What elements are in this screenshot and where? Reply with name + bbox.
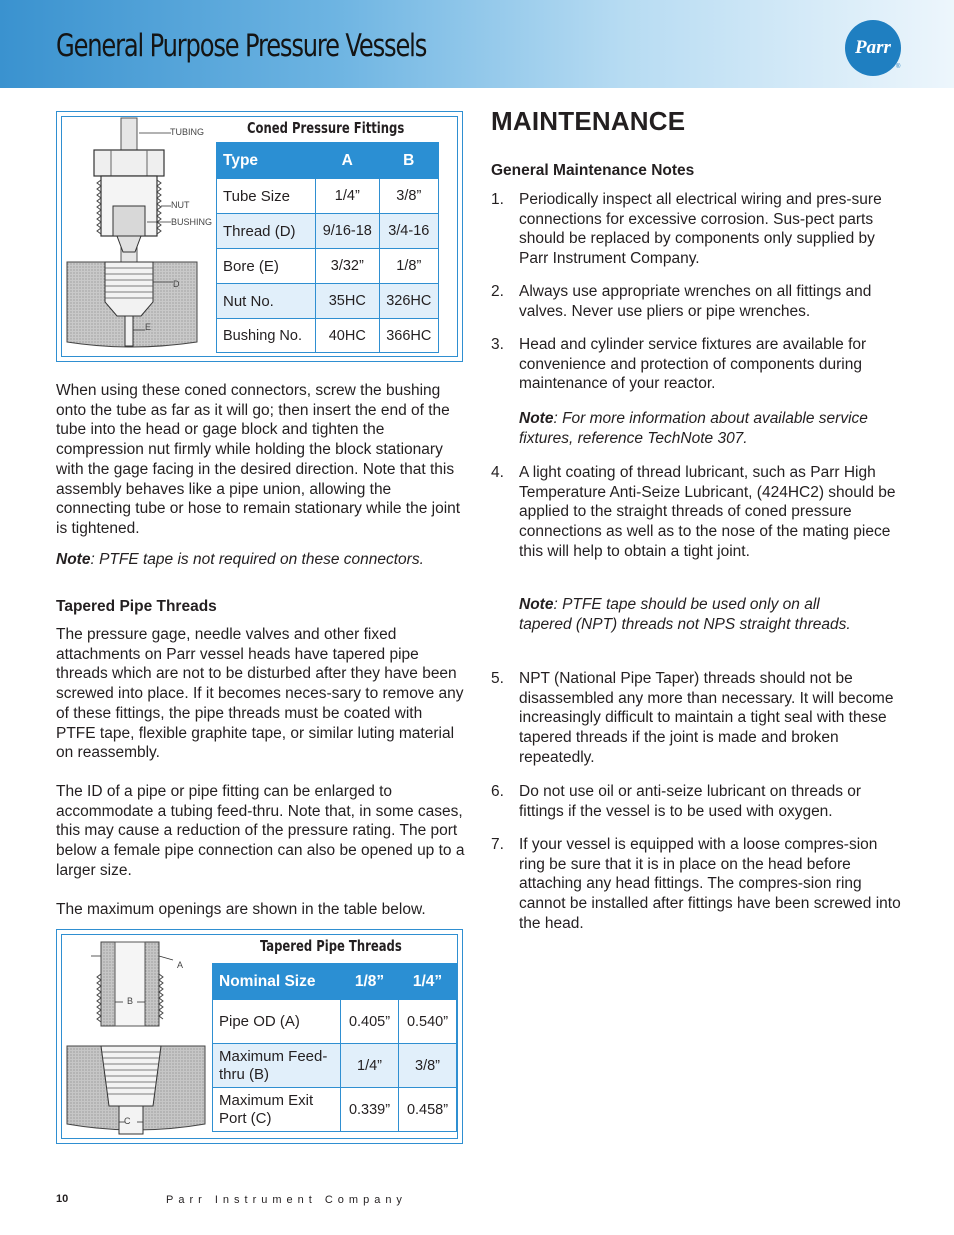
header-band xyxy=(0,0,954,88)
note-label: Note xyxy=(56,551,91,568)
item-text: Always use appropriate wrenches on all fittings and valves. Never use pliers or pipe wrenches. xyxy=(519,283,872,320)
label-b: B xyxy=(127,996,134,1006)
header-a: A xyxy=(316,143,380,179)
cell-b: 3/8” xyxy=(379,179,438,214)
header-quarter: 1/4” xyxy=(399,964,457,1000)
row-label: Maximum Exit Port (C) xyxy=(213,1088,341,1132)
coned-fittings-table xyxy=(216,142,439,353)
item-number: 4. xyxy=(491,464,504,481)
coned-intro-paragraph: When using these coned connectors, screw the bushing onto the tube as far as it will go; then insert the end of the tube into the head or gage block and tighten the compression nut firmly while holding the block stationary with the gage facing in the desired direction. Note that this assembly behaves like a pipe union, allowing the connecting tube or hose to remain stationary while the joint is tightened. xyxy=(56,382,461,537)
page-number: 10 xyxy=(56,1193,69,1205)
row-label: Tube Size xyxy=(217,179,316,214)
table-row xyxy=(217,319,439,353)
table-row xyxy=(213,1000,457,1044)
table-row xyxy=(213,1088,457,1132)
header-nominal-size: Nominal Size xyxy=(213,964,341,1000)
item-number: 1. xyxy=(491,191,504,208)
footer-company: Parr Instrument Company xyxy=(166,1194,407,1206)
cell-a: 40HC xyxy=(316,319,380,353)
row-label: Nut No. xyxy=(217,284,316,319)
coned-table-caption: Coned Pressure Fittings xyxy=(247,119,405,137)
table-row xyxy=(217,284,439,319)
cell-b: 366HC xyxy=(379,319,438,353)
cell-a: 0.405” xyxy=(341,1000,399,1044)
header-eighth: 1/8” xyxy=(341,964,399,1000)
coned-note xyxy=(56,550,466,570)
cell-b: 0.540” xyxy=(399,1000,457,1044)
item-text: A light coating of thread lubricant, such as Parr High Temperature Anti-Seize Lubricant, (424HC2) should be applied to the straight threads of coned pressure connections as well as to the nose of the mating piece this will help to obtain a tight joint. xyxy=(519,464,896,560)
item-number: 6. xyxy=(491,783,504,800)
exit-port-shape xyxy=(119,1106,143,1134)
header-b: B xyxy=(379,143,438,179)
maintenance-heading: MAINTENANCE xyxy=(491,106,686,136)
maintenance-subheading: General Maintenance Notes xyxy=(491,162,695,179)
cell-a: 3/32” xyxy=(316,249,380,284)
cell-b: 1/8” xyxy=(379,249,438,284)
item-number: 5. xyxy=(491,670,504,687)
note-text: : PTFE tape should be used only on all tapered (NPT) threads not NPS straight threads. xyxy=(519,596,851,633)
table-row xyxy=(217,214,439,249)
bore-shape xyxy=(125,316,133,346)
row-label: Maximum Feed-thru (B) xyxy=(213,1044,341,1088)
table-row xyxy=(217,249,439,284)
cell-b: 3/8” xyxy=(399,1044,457,1088)
item-text: Do not use oil or anti-seize lubricant on threads or fittings if the vessel is to be used with oxygen. xyxy=(519,783,862,820)
tapered-pipe-figure xyxy=(56,929,463,1144)
parr-logo xyxy=(845,20,901,76)
table-header-row xyxy=(217,143,439,179)
nut-hex-shape xyxy=(94,150,164,176)
row-label: Bushing No. xyxy=(217,319,316,353)
item-number: 7. xyxy=(491,836,504,853)
note-text: : For more information about available service fixtures, reference TechNote 307. xyxy=(519,410,868,447)
cell-a: 0.339” xyxy=(341,1088,399,1132)
bushing-shape xyxy=(113,206,145,236)
row-label: Pipe OD (A) xyxy=(213,1000,341,1044)
header-type: Type xyxy=(217,143,316,179)
tapered-paragraph-2: The ID of a pipe or pipe fitting can be enlarged to accommodate a tubing feed-thru. Note that, in some cases, this may cause a reduction of the pressure rating. The port below a female pipe connection can also be opened up to a larger size. xyxy=(56,783,465,879)
ptfe-tape-note xyxy=(519,595,859,634)
cell-a: 9/16-18 xyxy=(316,214,380,249)
label-tubing: TUBING xyxy=(170,127,205,137)
table-row xyxy=(213,1044,457,1088)
page-title: General Purpose Pressure Vessels xyxy=(56,28,427,64)
tapered-threads-heading: Tapered Pipe Threads xyxy=(56,598,217,615)
cell-b: 326HC xyxy=(379,284,438,319)
row-label: Bore (E) xyxy=(217,249,316,284)
cell-b: 3/4-16 xyxy=(379,214,438,249)
tapered-pipe-table xyxy=(212,963,457,1132)
service-fixture-note xyxy=(519,409,899,448)
note-label: Note xyxy=(519,596,554,613)
item-text: NPT (National Pipe Taper) threads should not be disassembled any more than necessary. It will become increasingly difficult to maintain a tight seal with these tapered threads if the joint is made and broken repeatedly. xyxy=(519,670,894,766)
coned-fitting-illustration xyxy=(61,116,221,356)
item-number: 2. xyxy=(491,283,504,300)
tapered-paragraph-1: The pressure gage, needle valves and other fixed attachments on Parr vessel heads have tapered pipe threads which are not to be disturbed after they have been screwed into place. If it becomes neces-sary to remove any of these fittings, the pipe threads must be coated with PTFE tape, flexible graphite tape, or similar luting material on reassembly. xyxy=(56,626,464,762)
label-e: E xyxy=(145,322,152,332)
threaded-port-shape xyxy=(105,262,153,316)
label-nut: NUT xyxy=(171,200,190,210)
item-text: Head and cylinder service fixtures are available for convenience and protection of components during maintenance of your reactor. xyxy=(519,336,867,393)
label-d: D xyxy=(173,279,180,289)
pipe-wall-left xyxy=(101,942,115,1026)
pipe-table-caption: Tapered Pipe Threads xyxy=(260,937,402,955)
item-text: If your vessel is equipped with a loose compres-sion ring be sure that it is in place on the head before attaching any head fittings. The compres-sion ring cannot be installed after fittings have been screwed into the head. xyxy=(519,836,901,932)
tapered-paragraph-3: The maximum openings are shown in the table below. xyxy=(56,901,426,918)
note-text: : PTFE tape is not required on these connectors. xyxy=(90,551,424,568)
pipe-wall-right xyxy=(145,942,159,1026)
label-c: C xyxy=(124,1116,131,1126)
pipe-thread-illustration xyxy=(61,934,211,1139)
cell-a: 35HC xyxy=(316,284,380,319)
table-header-row xyxy=(213,964,457,1000)
label-a: A xyxy=(177,960,184,970)
cell-a: 1/4” xyxy=(341,1044,399,1088)
table-row xyxy=(217,179,439,214)
pipe-bore xyxy=(115,942,145,1026)
cell-a: 1/4” xyxy=(316,179,380,214)
note-label: Note xyxy=(519,410,554,427)
cell-b: 0.458” xyxy=(399,1088,457,1132)
logo-registered-mark: ® xyxy=(896,64,901,70)
logo-text: Parr xyxy=(855,37,891,58)
row-label: Thread (D) xyxy=(217,214,316,249)
label-bushing: BUSHING xyxy=(171,217,213,227)
item-number: 3. xyxy=(491,336,504,353)
coned-fittings-figure xyxy=(56,111,463,362)
item-text: Periodically inspect all electrical wiring and pres-sure connections for excessive corrosion. Sus-pect parts should be replaced by components only supplied by Parr Instrument Company. xyxy=(519,191,882,268)
